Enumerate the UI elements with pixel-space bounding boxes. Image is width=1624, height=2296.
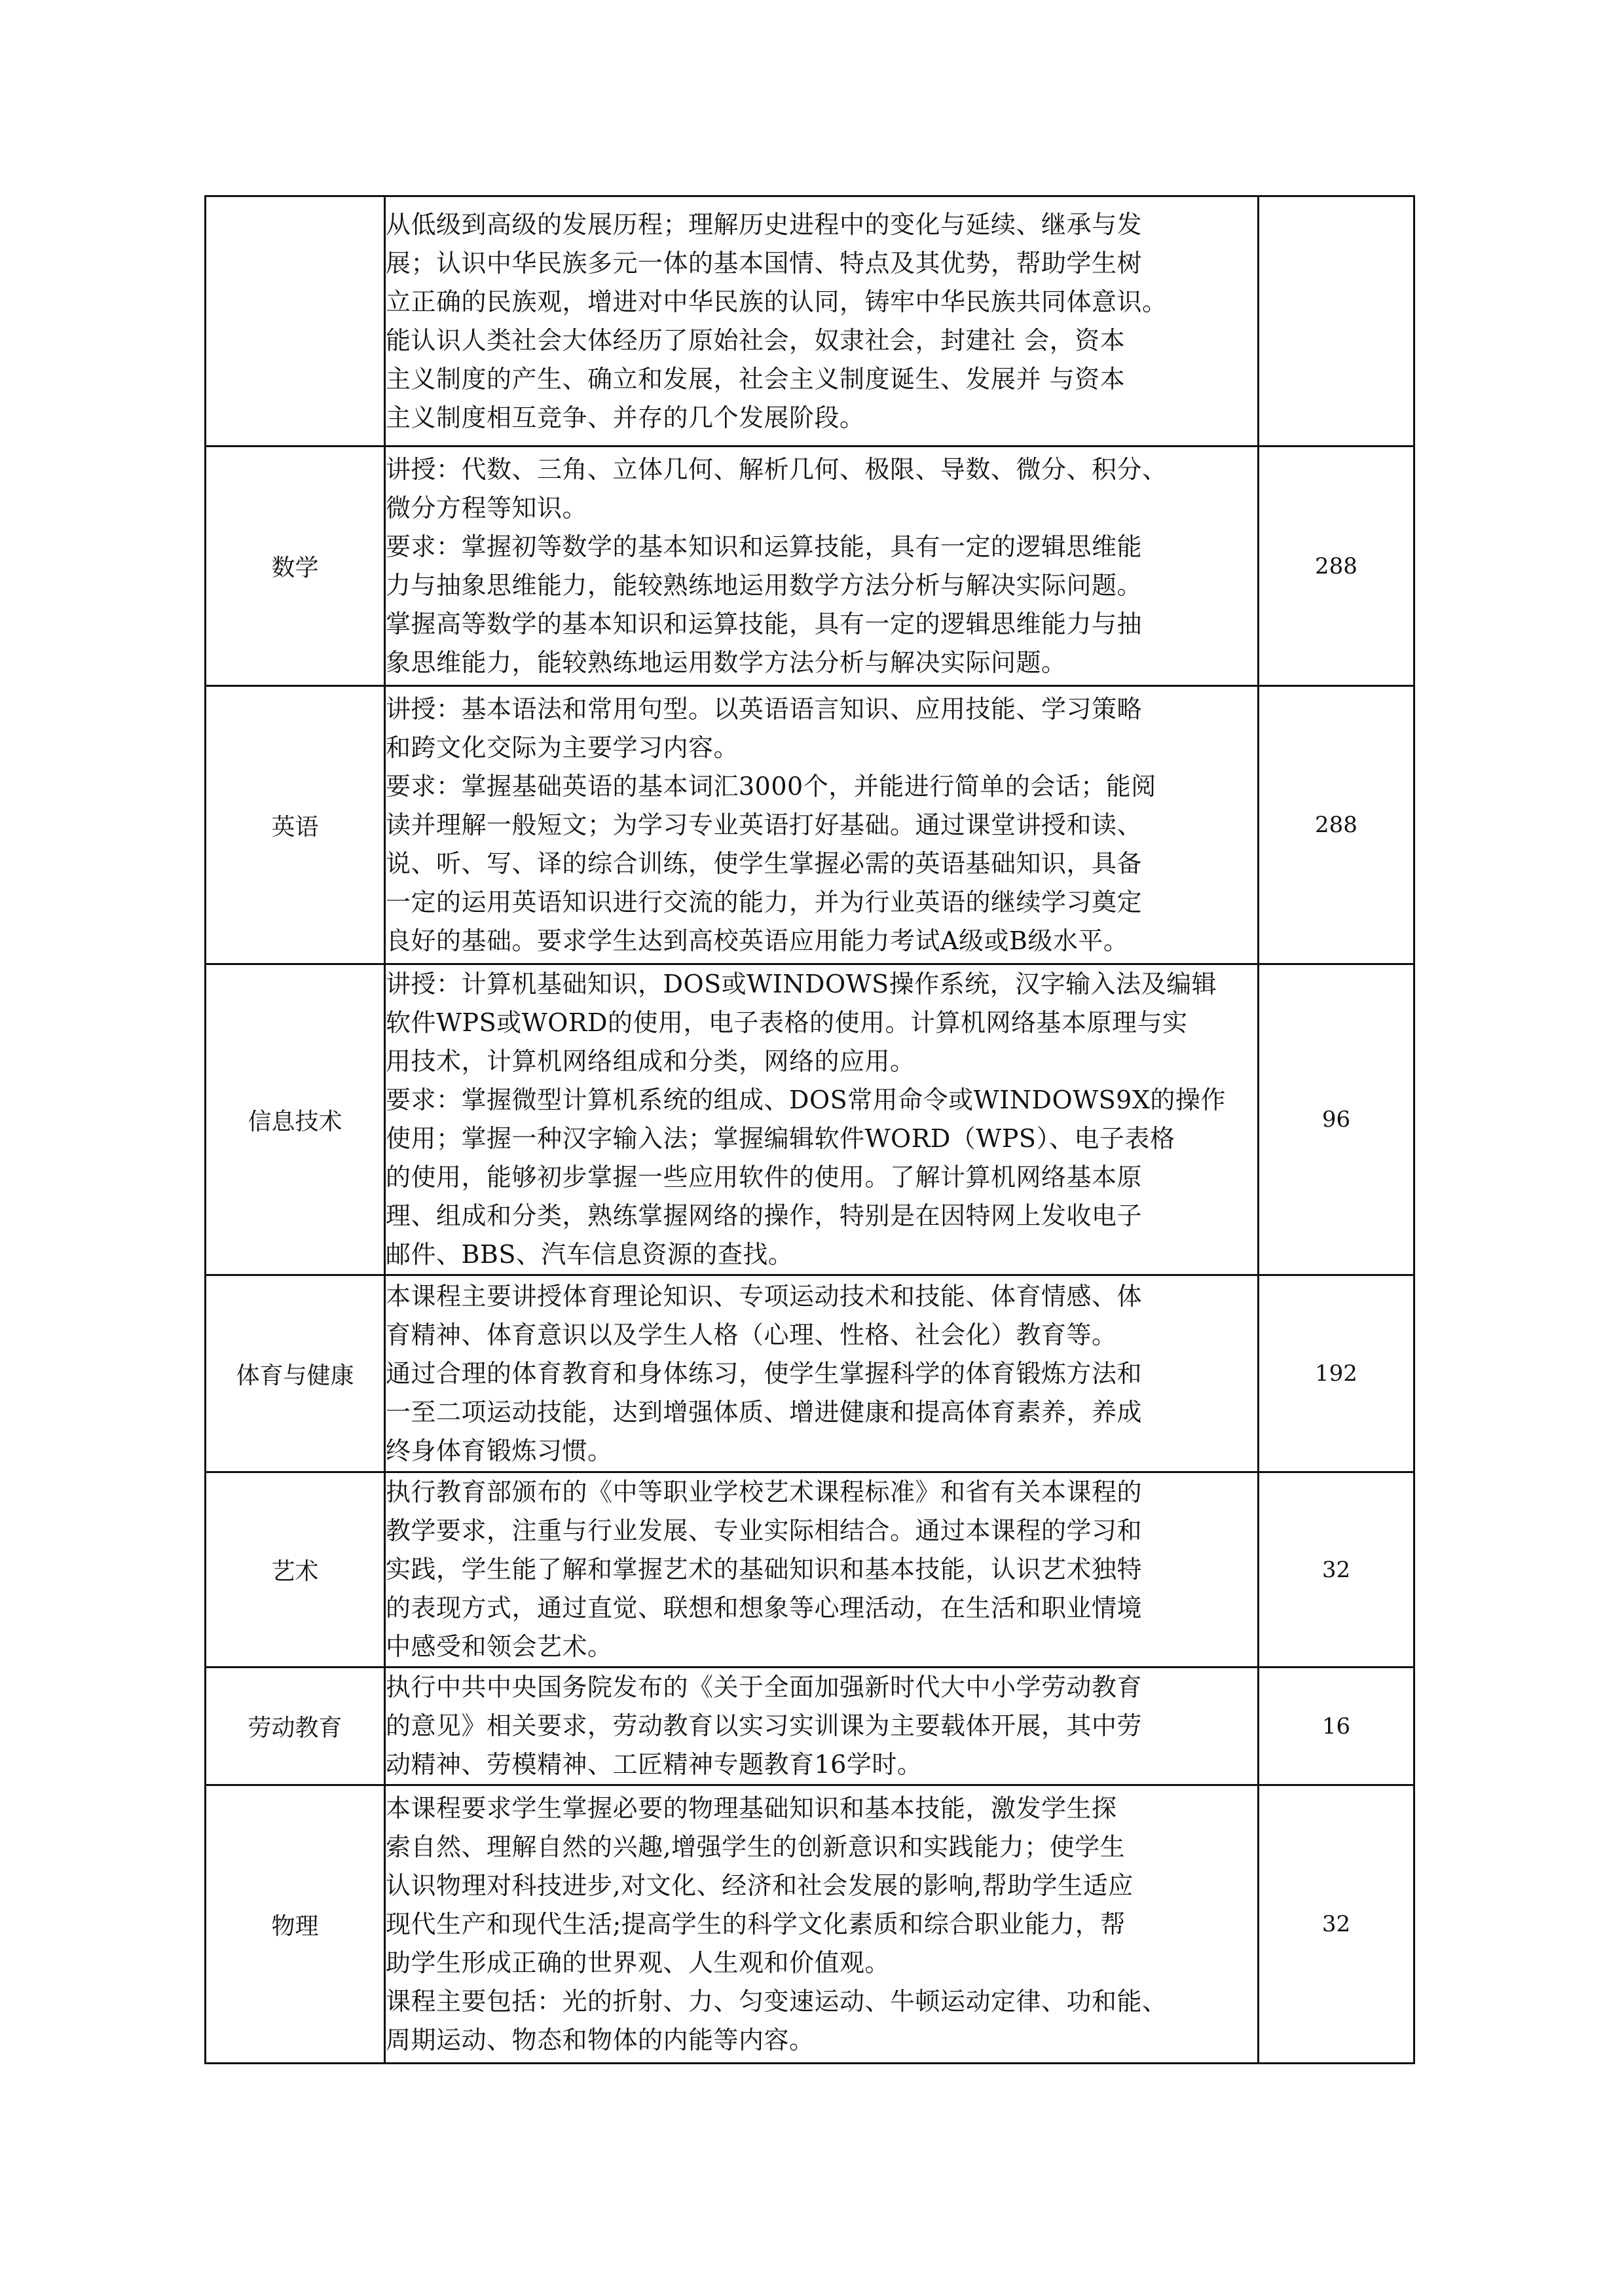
description-line: 执行中共中央国务院发布的《关于全面加强新时代大中小学劳动教育 [386, 1673, 1143, 1702]
description-line: 的表现方式，通过直觉、联想和想象等心理活动，在生活和职业情境 [386, 1594, 1143, 1622]
description-line: 认识物理对科技进步,对文化、经济和社会发展的影响,帮助学生适应 [386, 1870, 1134, 1900]
description-line: 要求：掌握基础英语的基本词汇3000个，并能进行简单的会话；能阅 [386, 771, 1156, 801]
description-line: 执行教育部颁布的《中等职业学校艺术课程标准》和省有关本课程的 [386, 1478, 1143, 1506]
course-hours-cell: 288 [1259, 686, 1414, 964]
course-name-cell: 英语 [206, 686, 385, 964]
description-line: 一定的运用英语知识进行交流的能力，并为行业英语的继续学习奠定 [386, 887, 1143, 917]
course-name-cell [206, 196, 385, 446]
description-line: 通过合理的体育教育和身体练习，使学生掌握科学的体育锻炼方法和 [386, 1358, 1143, 1388]
description-line: 良好的基础。要求学生达到高校英语应用能力考试A级或B级水平。 [386, 926, 1129, 955]
description-line: 本课程要求学生掌握必要的物理基础知识和基本技能，激发学生探 [386, 1793, 1117, 1823]
course-description-cell [385, 1472, 1259, 1667]
description-line: 讲授：代数、三角、立体几何、解析几何、极限、导数、微分、积分、 [386, 454, 1168, 484]
course-description-cell [385, 964, 1259, 1275]
course-hours-cell: 32 [1259, 1785, 1414, 2064]
description-line: 读并理解一般短文；为学习专业英语打好基础。通过课堂讲授和读、 [386, 810, 1143, 839]
course-description-cell [385, 446, 1259, 686]
course-hours-cell: 16 [1259, 1667, 1414, 1785]
description-line: 能认识人类社会大体经历了原始社会，奴隶社会，封建社 会，资本 [386, 325, 1126, 355]
table-row [206, 686, 1414, 964]
description-line: 讲授：计算机基础知识，DOS或WINDOWS操作系统，汉字输入法及编辑 [386, 970, 1217, 998]
description-line: 现代生产和现代生活;提高学生的科学文化素质和综合职业能力，帮 [386, 1909, 1126, 1939]
description-line: 本课程主要讲授体育理论知识、专项运动技术和技能、体育情感、体 [386, 1281, 1143, 1311]
description-line: 周期运动、物态和物体的内能等内容。 [386, 2025, 815, 2054]
description-line: 用技术，计算机网络组成和分类，网络的应用。 [386, 1047, 915, 1076]
course-name-cell: 艺术 [206, 1472, 385, 1667]
description-line: 的使用，能够初步掌握一些应用软件的使用。了解计算机网络基本原 [386, 1163, 1143, 1192]
description-line: 说、听、写、译的综合训练，使学生掌握必需的英语基础知识，具备 [386, 848, 1143, 878]
description-line: 的意见》相关要求，劳动教育以实习实训课为主要载体开展，其中劳 [386, 1711, 1143, 1740]
description-line: 使用；掌握一种汉字输入法；掌握编辑软件WORD（WPS）、电子表格 [386, 1124, 1175, 1153]
description-line: 课程主要包括：光的折射、力、匀变速运动、牛顿运动定律、功和能、 [386, 1986, 1168, 2016]
description-line: 主义制度相互竞争、并存的几个发展阶段。 [386, 403, 865, 432]
description-line: 主义制度的产生、确立和发展，社会主义制度诞生、发展并 与资本 [386, 364, 1126, 393]
description-line: 象思维能力，能较熟练地运用数学方法分析与解决实际问题。 [386, 647, 1067, 677]
course-name-cell: 物理 [206, 1785, 385, 2064]
table-row [206, 1472, 1414, 1667]
description-line: 立正确的民族观，增进对中华民族的认同，铸牢中华民族共同体意识。 [386, 287, 1168, 316]
description-line: 实践，学生能了解和掌握艺术的基础知识和基本技能，认识艺术独特 [386, 1555, 1143, 1584]
course-description-cell [385, 196, 1259, 446]
description-line: 掌握高等数学的基本知识和运算技能，具有一定的逻辑思维能力与抽 [386, 609, 1143, 638]
description-line: 索自然、理解自然的兴趣,增强学生的创新意识和实践能力；使学生 [386, 1832, 1126, 1861]
description-line: 微分方程等知识。 [386, 493, 588, 522]
course-name-cell: 体育与健康 [206, 1275, 385, 1472]
description-line: 和跨文化交际为主要学习内容。 [386, 733, 739, 762]
course-hours-cell: 192 [1259, 1275, 1414, 1472]
course-table [204, 195, 1415, 2064]
course-hours-cell [1259, 196, 1414, 446]
course-name-cell: 劳动教育 [206, 1667, 385, 1785]
course-description-cell [385, 1785, 1259, 2064]
description-line: 教学要求，注重与行业发展、专业实际相结合。通过本课程的学习和 [386, 1516, 1143, 1545]
description-line: 邮件、BBS、汽车信息资源的查找。 [386, 1240, 794, 1269]
course-name-cell: 数学 [206, 446, 385, 686]
course-description-cell [385, 686, 1259, 964]
course-hours-cell: 288 [1259, 446, 1414, 686]
course-description-cell [385, 1275, 1259, 1472]
description-line: 从低级到高级的发展历程；理解历史进程中的变化与延续、继承与发 [386, 210, 1143, 239]
table-row [206, 1667, 1414, 1785]
table-row [206, 196, 1414, 446]
course-name-cell: 信息技术 [206, 964, 385, 1275]
course-description-cell [385, 1667, 1259, 1785]
description-line: 终身体育锻炼习惯。 [386, 1436, 613, 1465]
table-row [206, 964, 1414, 1275]
description-line: 中感受和领会艺术。 [386, 1632, 613, 1661]
table-row [206, 446, 1414, 686]
description-line: 助学生形成正确的世界观、人生观和价值观。 [386, 1948, 891, 1977]
course-hours-cell: 96 [1259, 964, 1414, 1275]
description-line: 理、组成和分类，熟练掌握网络的操作，特别是在因特网上发收电子 [386, 1201, 1143, 1230]
description-line: 要求：掌握初等数学的基本知识和运算技能，具有一定的逻辑思维能 [386, 532, 1143, 561]
description-line: 展；认识中华民族多元一体的基本国情、特点及其优势，帮助学生树 [386, 248, 1143, 278]
description-line: 一至二项运动技能，达到增强体质、增进健康和提高体育素养，养成 [386, 1397, 1143, 1427]
description-line: 育精神、体育意识以及学生人格（心理、性格、社会化）教育等。 [386, 1320, 1117, 1349]
table-row [206, 1275, 1414, 1472]
description-line: 要求：掌握微型计算机系统的组成、DOS常用命令或WINDOWS9X的操作 [386, 1085, 1226, 1114]
description-line: 动精神、劳模精神、工匠精神专题教育16学时。 [386, 1750, 923, 1779]
description-line: 讲授：基本语法和常用句型。以英语语言知识、应用技能、学习策略 [386, 694, 1143, 723]
course-hours-cell: 32 [1259, 1472, 1414, 1667]
description-line: 软件WPS或WORD的使用，电子表格的使用。计算机网络基本原理与实 [386, 1008, 1188, 1037]
description-line: 力与抽象思维能力，能较熟练地运用数学方法分析与解决实际问题。 [386, 570, 1143, 600]
table-row [206, 1785, 1414, 2064]
